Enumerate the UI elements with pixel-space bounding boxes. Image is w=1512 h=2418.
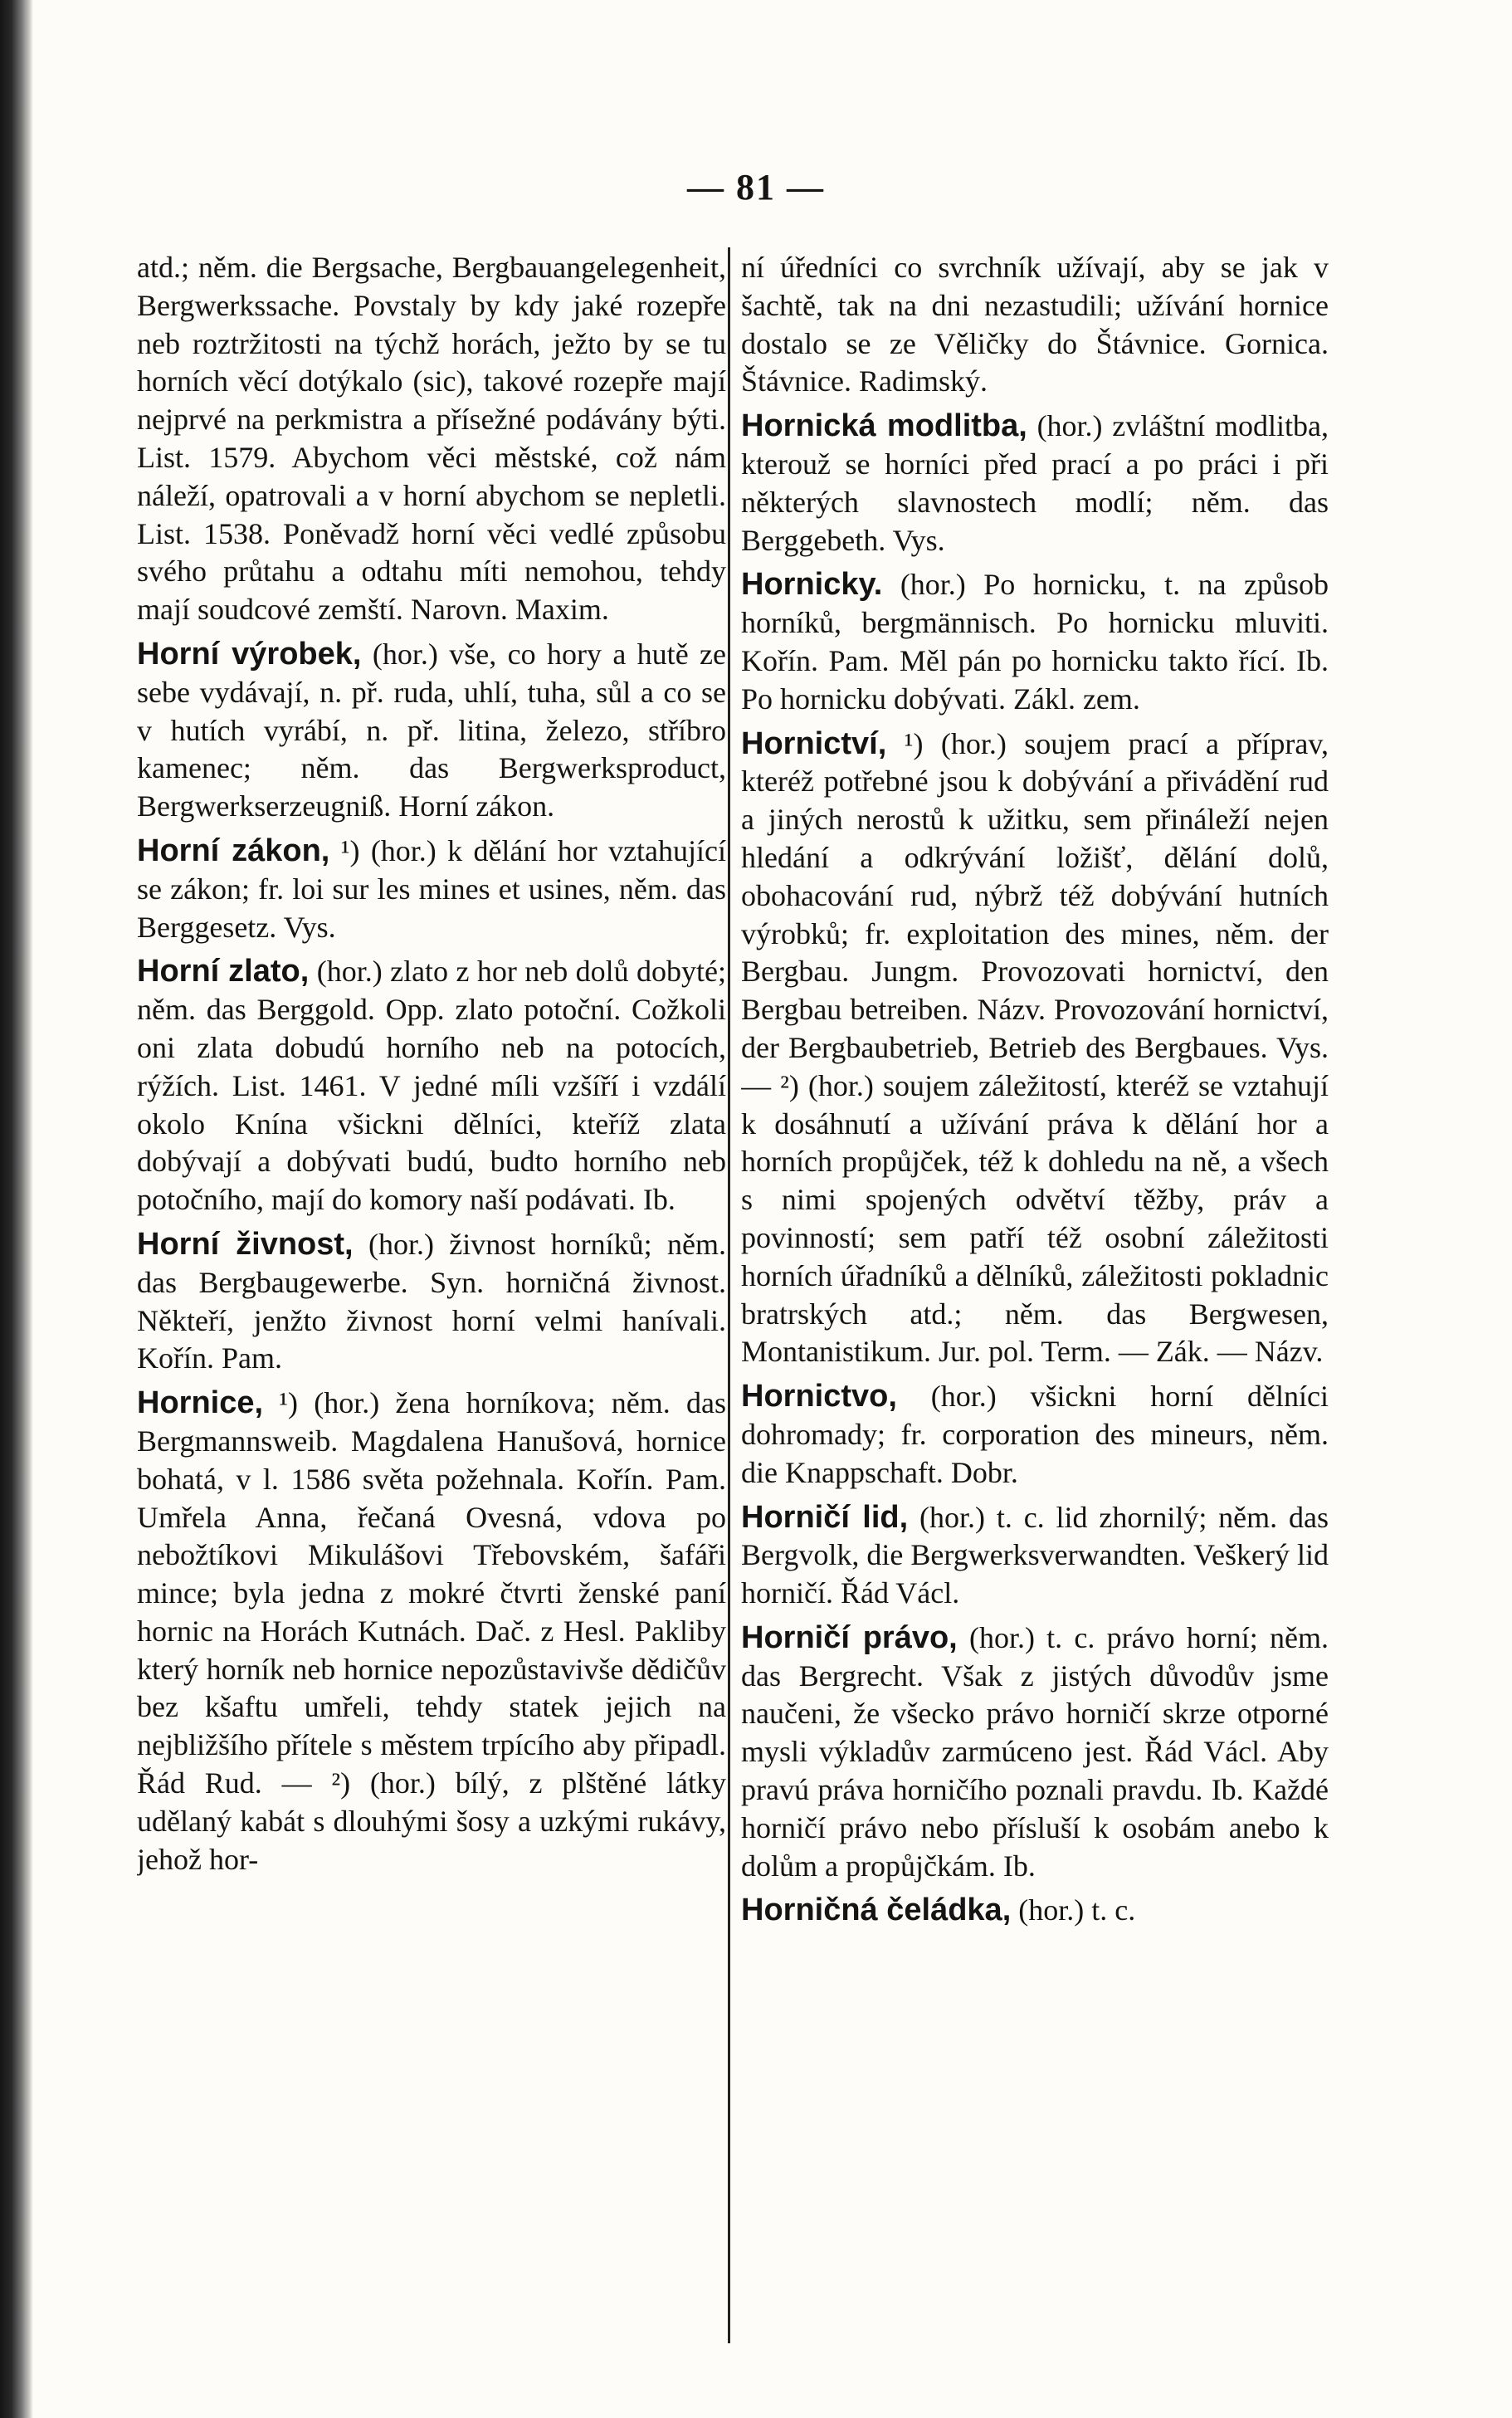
entry-text: ¹) (hor.) k dělání hor vztahující se zákon; fr. loi sur les mines et usines, něm. das Berggesetz. Vys.	[137, 833, 726, 944]
dictionary-entry	[137, 1226, 726, 1378]
entry-text: (hor.) t. c.	[1018, 1893, 1136, 1927]
dictionary-entry	[741, 249, 1329, 401]
entry-headword: Horní živnost,	[137, 1226, 354, 1262]
entry-text: (hor.) všickni horní dělníci dohromady; fr. corporation des mineurs, něm. die Knappschaft. Dobr.	[741, 1380, 1329, 1489]
dictionary-entry	[741, 1619, 1329, 1886]
right-column	[741, 242, 1329, 2351]
entry-text: (hor.) zvláštní modlitba, kterouž se horníci před prací a po práci i při některých slavnostech modlí; něm. das Berggebeth. Vys.	[741, 409, 1329, 557]
dictionary-entry	[741, 1892, 1329, 1930]
entry-headword: Hornictvo,	[741, 1379, 897, 1414]
entry-text: (hor.) t. c. právo horní; něm. das Bergrecht. Však z jistých důvodův jsme naučeni, že všecko právo horničí skrze otporné mysli výkladův zarmúceno jest. Řád Václ. Aby pravú práva horničího poznali pravdu. Ib. Každé horničí právo nebo přísluší k osobám anebo k dolům a propůjčkám. Ib.	[741, 1620, 1329, 1883]
column-divider	[728, 247, 730, 2343]
dictionary-entry	[137, 833, 726, 946]
dictionary-entry	[741, 725, 1329, 1372]
dictionary-entry	[741, 1378, 1329, 1492]
dictionary-entry	[137, 953, 726, 1219]
entry-text: ní úředníci co svrchník užívají, aby se jak v šachtě, tak na dni nezastudili; užívání hornice dostalo se ze Věličky do Štávnice. Gornica. Štávnice. Radimský.	[741, 251, 1329, 398]
entry-headword: Hornicky.	[741, 567, 883, 603]
entry-text: ¹) (hor.) žena horníkova; něm. das Bergmannsweib. Magdalena Hanušová, hornice bohatá, v l. 1586 světa požehnala. Kořín. Pam. Umřela Anna, řečaná Ovesná, vdova po nebožtíkovi Mikulášovi Třebovském, šafáři mince; byla jedna z mokré čtvrti ženské paní hornic na Horách Kutnách. Dač. z Hesl. Pakliby který horník neb hornice nepozůstavivše dědičův bez kšaftu umřeli, tehdy statek jejich na nejbližšího přítele s městem trpícího aby připadl. Řád Rud. — ²) (hor.) bílý, z plštěné látky udělaný kabát s dlouhými šosy a uzkými rukávy, jehož hor-	[137, 1386, 726, 1876]
entry-headword: Horničí lid,	[741, 1499, 909, 1535]
dictionary-entry	[741, 408, 1329, 559]
entry-text: (hor.) živnost horníků; něm. das Bergbaugewerbe. Syn. horničná živnost. Někteří, jenžto živnost horní velmi hanívali. Kořín. Pam.	[137, 1227, 726, 1375]
entry-text: (hor.) t. c. lid zhornilý; něm. das Bergvolk, die Bergwerksverwandten. Veškerý lid horničí. Řád Václ.	[741, 1500, 1329, 1610]
dictionary-entry	[741, 566, 1329, 718]
entry-headword: Horní výrobek,	[137, 636, 362, 672]
entry-headword: Horní zlato,	[137, 954, 310, 989]
entry-headword: Hornictví,	[741, 725, 887, 761]
entry-headword: Horní zákon,	[137, 833, 330, 868]
entry-text: (hor.) vše, co hory a hutě ze sebe vydávají, n. př. ruda, uhlí, tuha, sůl a co se v hutích vyrábí, n. př. litina, železo, stříbro kamenec; něm. das Bergwerksproduct, Bergwerkserzeugniß. Horní zákon.	[137, 637, 726, 823]
dictionary-entry	[137, 249, 726, 629]
entry-text: atd.; něm. die Bergsache, Bergbauangelegenheit, Bergwerkssache. Povstaly by kdy jaké rozepře neb roztržitosti na týchž horách, ježto by se tu horních věcí dotýkalo (sic), takové rozepře mají nejprvé na perkmistra a přísežné podávány býti. List. 1579. Abychom věci městské, což nám náleží, opatrovali a v horní abychom se nepletli. List. 1538. Poněvadž horní věci vedlé způsobu svého průtahu a odtahu míti nemohou, tehdy mají soudcové zemští. Narovn. Maxim.	[137, 251, 726, 627]
scan-binding-edge	[0, 0, 33, 2418]
entry-headword: Horničí právo,	[741, 1619, 958, 1655]
entry-headword: Hornice,	[137, 1385, 264, 1421]
entry-text: (hor.) Po hornicku, t. na způsob horníků, bergmännisch. Po hornicku mluviti. Kořín. Pam. Měl pán po hornicku takto řící. Ib. Po hornicku dobývati. Zákl. zem.	[741, 568, 1329, 716]
entry-text: ¹) (hor.) soujem prací a příprav, kteréž potřebné jsou k dobývání a přivádění rud a jiných nerostů k užitku, sem přináleží nejen hledání a odkrývání ložišť, dělání dolů, obohacování rud, nýbrž též dobývání hutních výrobků; fr. exploitation des mines, něm. der Bergbau. Jungm. Provozovati hornictví, den Bergbau betreiben. Názv. Provozování hornictví, der Bergbaubetrieb, Betrieb des Bergbaues. Vys. — ²) (hor.) soujem záležitostí, kteréž se vztahují k dosáhnutí a užívání práva k dělání hor a horních propůjček, též k dohledu na ně, a všech s nimi spojených odvětví těžby, práv a povinností; sem patří též osobní záležitosti horních úřadníků a dělníků, záležitosti pokladnic bratrských atd.; něm. das Bergwesen, Montanistikum. Jur. pol. Term. — Zák. — Názv.	[741, 726, 1329, 1369]
entry-text: (hor.) zlato z hor neb dolů dobyté; něm. das Berggold. Opp. zlato potoční. Cožkoli oni zlata dobudú horního neb na potocích, rýžích. List. 1461. V jedné míli vzšíří i vzdálí okolo Knína všickni dělníci, kteříž zlata dobývají a dobývati budú, budto horního neb potočního, mají do komory naší podávati. Ib.	[137, 955, 726, 1217]
entry-headword: Hornická modlitba,	[741, 408, 1027, 444]
dictionary-entry	[137, 636, 726, 826]
left-column	[137, 242, 726, 2351]
page-number: — 81 —	[687, 167, 825, 208]
entry-headword: Horničná čeládka,	[741, 1893, 1012, 1928]
dictionary-entry	[741, 1499, 1329, 1613]
dictionary-entry	[137, 1385, 726, 1878]
